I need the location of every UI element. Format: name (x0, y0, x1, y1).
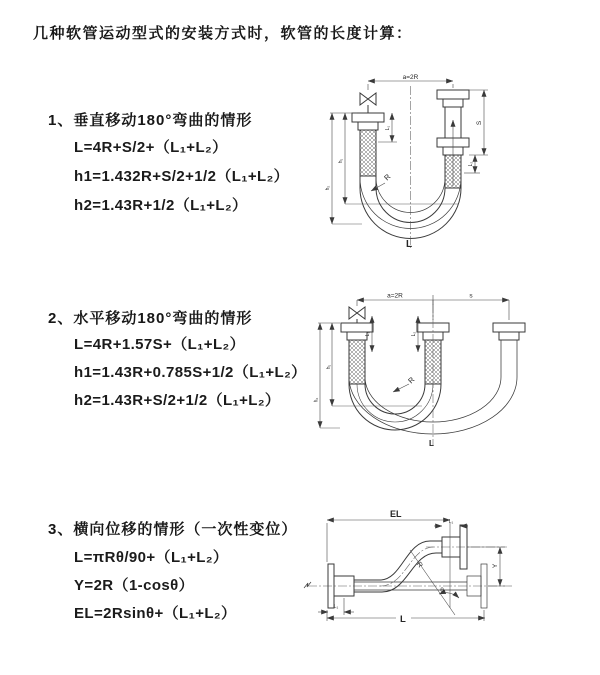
flange-left (341, 323, 373, 332)
dim-label-h1: h₁ (326, 364, 332, 370)
dimension-lines (330, 81, 488, 224)
flange-left (352, 113, 384, 122)
dim-label-l1-bottom: L₁ (333, 604, 339, 610)
valve-icon (360, 93, 376, 105)
weld-break-icon (304, 582, 311, 588)
section-3-formula-L: L=πRθ/90+（L₁+L₂） (74, 549, 229, 566)
page-title: 几种软管运动型式的安装方式时，软管的长度计算： (33, 25, 413, 42)
section-3-heading: 3、横向位移的情形（一次性变位） (48, 521, 298, 538)
dim-label-l1: L₁ (385, 125, 391, 131)
dim-label-y: Y (492, 563, 499, 569)
section-2-formula-h2: h2=1.43R+S/2+1/2（L₁+L₂） (74, 392, 281, 409)
dim-label-radius: R (406, 375, 417, 386)
dim-label-s: S (476, 120, 483, 126)
braid-left (360, 130, 376, 176)
dim-label-length: L (400, 614, 406, 625)
dim-label-radius: R (414, 561, 424, 570)
dim-label-theta: θ (440, 587, 444, 594)
section-2-formula-L: L=4R+1.57S+（L₁+L₂） (74, 336, 245, 353)
valve-icon (349, 307, 365, 319)
dim-label-width: a=2R (387, 292, 403, 300)
dim-label-radius: R (382, 172, 393, 183)
dim-label-length: L (429, 439, 434, 448)
hose-s-curve-drawing (304, 525, 487, 608)
flange-right-ghost (493, 323, 525, 332)
dim-label-h1: h₁ (338, 158, 344, 164)
section-3-formula-Y: Y=2R（1-cosθ） (74, 577, 195, 594)
dim-label-el: EL (390, 509, 402, 519)
dim-label-shift: s (469, 292, 473, 300)
braid-left (349, 340, 365, 384)
section-2-heading: 2、水平移动180°弯曲的情形 (48, 310, 253, 327)
diagram-vertical-180-bend (312, 66, 572, 258)
diagram-lateral-displacement (300, 498, 600, 643)
section-2-formula-h1: h1=1.43R+0.785S+1/2（L₁+L₂） (74, 364, 307, 381)
section-1-formula-L: L=4R+S/2+（L₁+L₂） (74, 139, 228, 156)
dim-label-l1-top: L₁ (448, 519, 454, 525)
section-1-heading: 1、垂直移动180°弯曲的情形 (48, 112, 253, 129)
section-3-formula-EL: EL=2Rsinθ+（L₁+L₂） (74, 605, 237, 622)
flange-right-top (437, 90, 469, 99)
dim-label-h2: h₂ (325, 185, 331, 191)
dim-label-l1: L₁ (365, 331, 371, 337)
section-1-formula-h2: h2=1.43R+1/2（L₁+L₂） (74, 197, 248, 214)
dim-label-l2: L₂ (411, 331, 417, 337)
dim-label-l2: L₂ (468, 161, 474, 167)
dim-label-length: L (406, 239, 413, 250)
dim-label-width: a=2R (402, 74, 419, 81)
dim-label-h2: h₂ (313, 397, 320, 403)
diagram-horizontal-180-bend (310, 282, 582, 454)
section-1-formula-h1: h1=1.432R+S/2+1/2（L₁+L₂） (74, 168, 290, 185)
